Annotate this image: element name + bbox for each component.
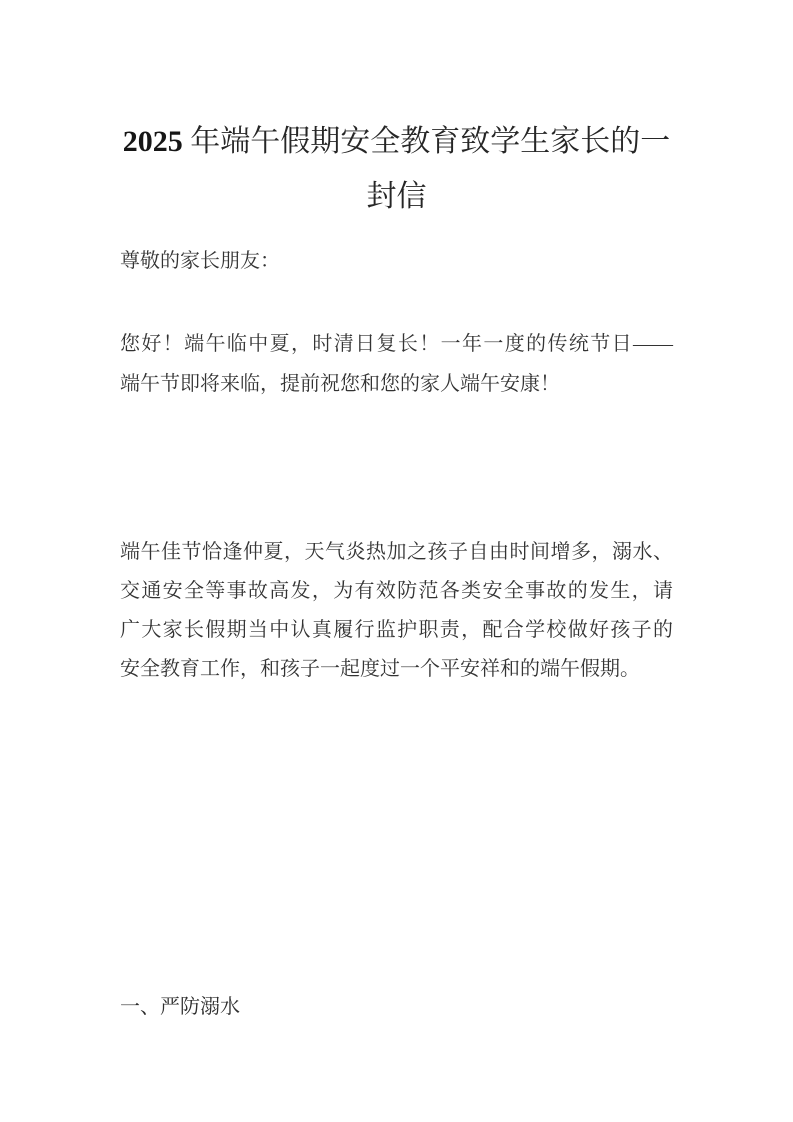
greeting-line: 端午节即将来临，提前祝您和您的家人端午安康！ [120,373,560,395]
title-line1-text: 年端午假期安全教育致学生家长的一 [190,125,671,158]
section-heading-text: 一、严防溺水 [120,996,240,1018]
salutation [120,241,673,281]
body-line: 安全教育工作，和孩子一起度过一个平安祥和的端午假期。 [120,658,640,680]
salutation-text: 尊敬的家长朋友： [120,250,280,272]
title-year: 2025 [122,125,183,158]
document-title-line2: 封信 [366,180,427,213]
greeting-paragraph [120,324,673,404]
document-title [120,114,673,224]
body-line: 端午佳节恰逢仲夏，天气炎热加之孩子自由时间增多，溺水、 [120,541,673,563]
section-heading [120,987,673,1027]
greeting-line: 您好！端午临中夏，时清日复长！一年一度的传统节日—— [120,333,673,355]
document-title-line1 [120,114,673,169]
body-line: 广大家长假期当中认真履行监护职责，配合学校做好孩子的 [120,619,673,641]
body-paragraph [120,533,673,689]
body-line: 交通安全等事故高发，为有效防范各类安全事故的发生，请 [120,580,673,602]
